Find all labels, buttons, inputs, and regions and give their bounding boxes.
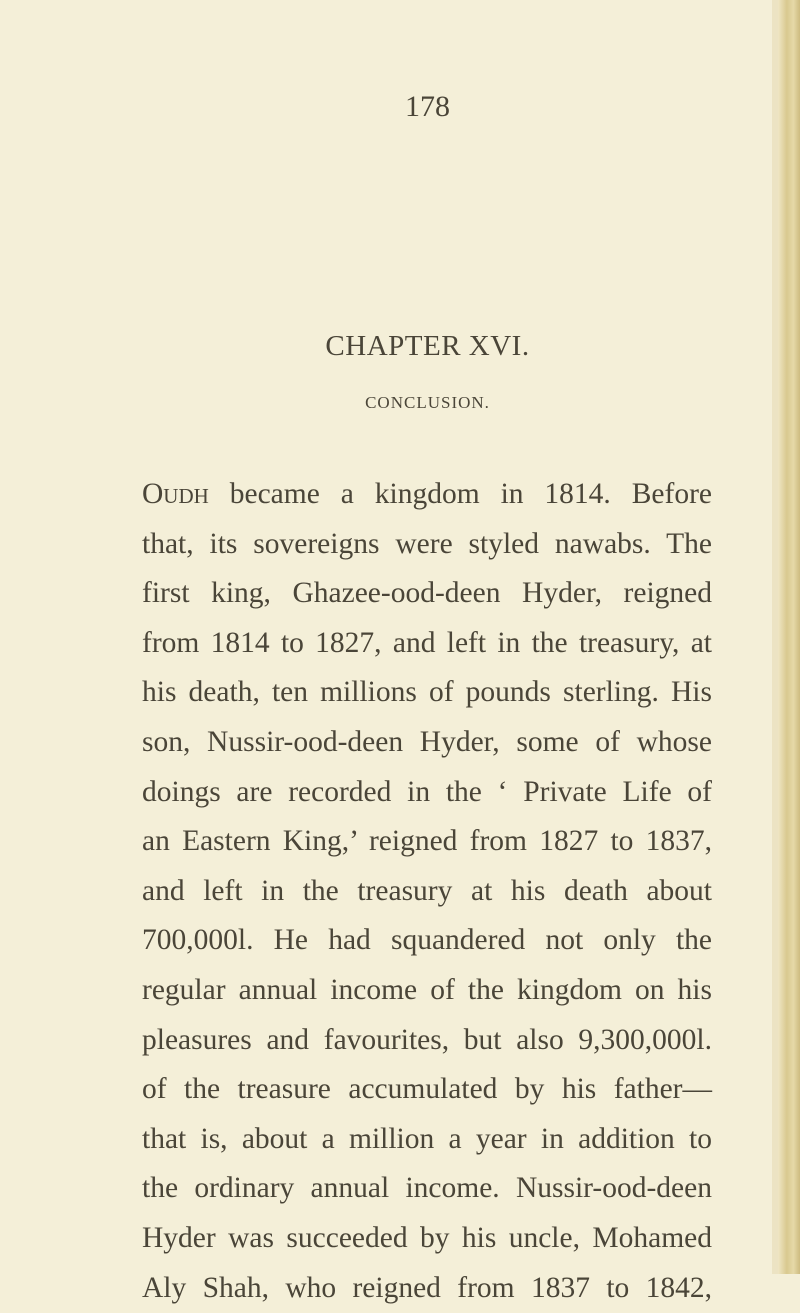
drop-word: Oudh: [142, 478, 209, 510]
body-paragraph: [142, 470, 712, 1313]
text-line: doings are recorded in the ‘ Private Life of: [142, 768, 712, 818]
text-line: Hyder was succeeded by his uncle, Mohamed: [142, 1214, 712, 1264]
text-line: Aly Shah, who reigned from 1837 to 1842,: [142, 1264, 712, 1313]
line-text: became a kingdom in 1814. Before: [209, 478, 712, 510]
text-line: [142, 470, 712, 520]
adjacent-page-edge: [778, 0, 800, 1274]
section-title: CONCLUSION.: [0, 393, 800, 413]
text-line: 700,000l. He had squandered not only the: [142, 916, 712, 966]
chapter-title: CHAPTER XVI.: [0, 330, 800, 363]
text-line: the ordinary annual income. Nussir-ood-deen: [142, 1164, 712, 1214]
text-line: an Eastern King,’ reigned from 1827 to 1837,: [142, 817, 712, 867]
text-line: from 1814 to 1827, and left in the treasury, at: [142, 619, 712, 669]
text-line: first king, Ghazee-ood-deen Hyder, reigned: [142, 569, 712, 619]
text-line: that is, about a million a year in addition to: [142, 1115, 712, 1165]
text-line: and left in the treasury at his death about: [142, 867, 712, 917]
text-line: pleasures and favourites, but also 9,300,000l.: [142, 1016, 712, 1066]
text-line: his death, ten millions of pounds sterling. His: [142, 668, 712, 718]
page-number: 178: [0, 90, 800, 124]
text-line: that, its sovereigns were styled nawabs. The: [142, 520, 712, 570]
text-line: regular annual income of the kingdom on his: [142, 966, 712, 1016]
text-line: son, Nussir-ood-deen Hyder, some of whose: [142, 718, 712, 768]
text-line: of the treasure accumulated by his father—: [142, 1065, 712, 1115]
